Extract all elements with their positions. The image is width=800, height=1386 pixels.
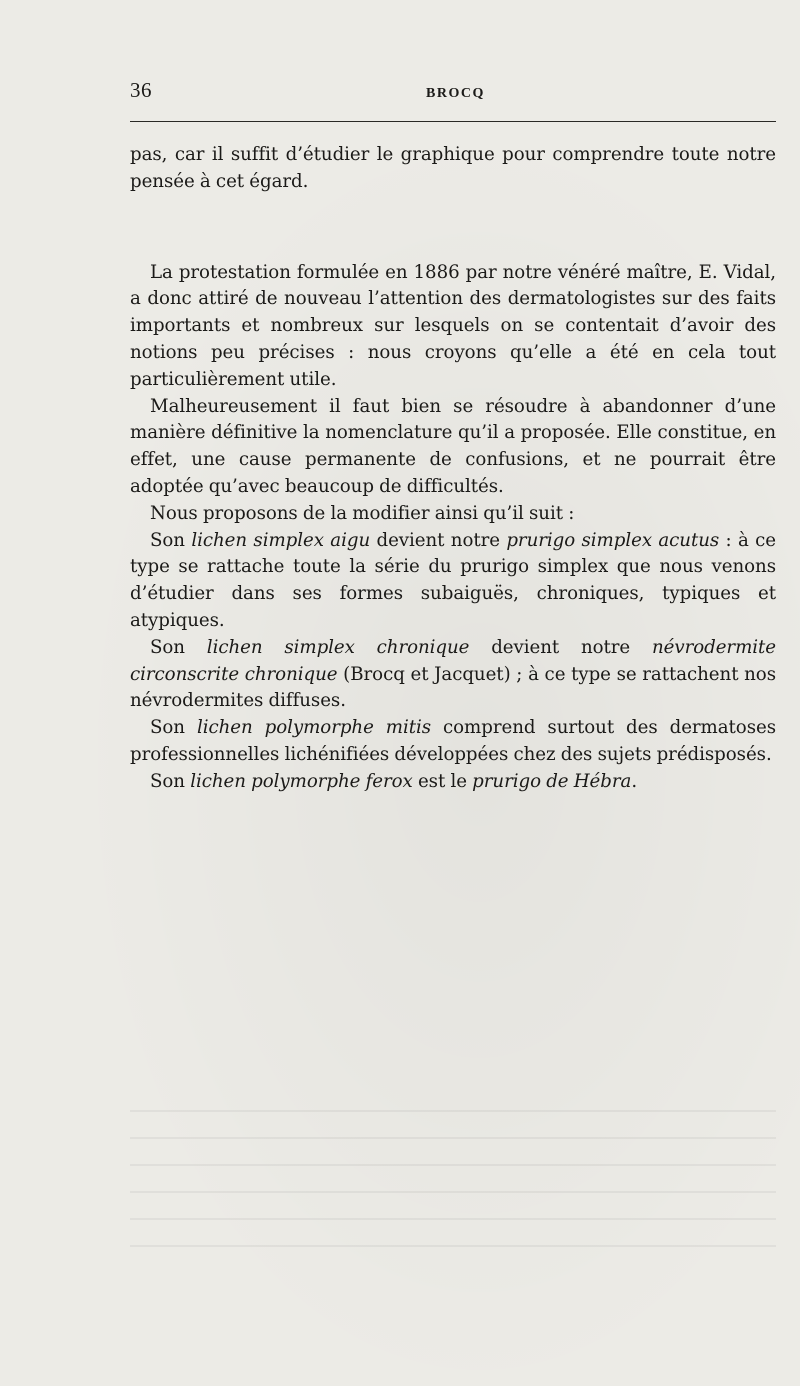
paragraph-4: Nous proposons de la modifier ainsi qu’il suit : bbox=[150, 502, 575, 524]
term-lichen-simplex-chronique: lichen simplex chronique bbox=[206, 636, 470, 658]
paragraph-7-text: comprend surtout des dermatoses professionnelles lichénifiées développées chez des sujets prédisposés. bbox=[130, 717, 776, 765]
paragraph-6-text: devient notre bbox=[469, 636, 652, 658]
paragraph-8-text: est le bbox=[412, 770, 473, 792]
body-text bbox=[130, 142, 776, 796]
paragraph-7 bbox=[130, 715, 776, 769]
term-nevrodermite: névrodermite circonscrite chronique bbox=[130, 636, 776, 685]
paragraph-3: Malheureusement il faut bien se résoudre à abandonner d’une manière définitive la nomenclature qu’il a proposée. Elle constitue, en effet, une cause permanente de confusions, et ne pourrait être adoptée qu’avec beaucoup de difficultés. bbox=[130, 395, 776, 497]
paragraph-2: La protestation formulée en 1886 par notre vénéré maître, E. Vidal, a donc attiré de nouveau l’attention des dermatologistes sur des faits importants et nombreux sur lesquels on se contentait d’avoir des notions peu précises : nous croyons qu’elle a été en cela tout particulièrement utile. bbox=[130, 261, 776, 390]
paragraph-8 bbox=[130, 769, 776, 796]
paragraph-1: pas, car il suffit d’étudier le graphique pour comprendre toute notre pensée à cet égard. bbox=[130, 144, 776, 192]
running-head: BROCQ bbox=[426, 86, 485, 101]
paragraph-6-text: (Brocq et Jacquet) ; à ce type se rattachent nos névrodermites diffuses. bbox=[130, 663, 776, 712]
paragraph-5 bbox=[130, 528, 776, 635]
paragraph-5-text: devient notre bbox=[370, 529, 507, 551]
paragraph-8-text: Son bbox=[150, 770, 191, 792]
paragraph-5-text: : à ce type se rattache toute la série du prurigo simplex que nous venons d’étudier dans ses formes subaiguës, chroniques, typiques et atypiques. bbox=[130, 529, 776, 631]
show-through-texture bbox=[130, 1110, 776, 1270]
paragraph-6 bbox=[130, 635, 776, 715]
paragraph-5-text: Son bbox=[150, 529, 192, 551]
page-number: 36 bbox=[130, 78, 152, 102]
term-lichen-polymorphe-mitis: lichen polymorphe mitis bbox=[196, 717, 432, 739]
paragraph-6-text: Son bbox=[150, 636, 207, 658]
header-rule bbox=[130, 121, 776, 122]
term-lichen-simplex-aigu: lichen simplex aigu bbox=[191, 529, 371, 551]
paragraph-7-text: Son bbox=[150, 717, 197, 739]
term-prurigo-simplex-acutus: prurigo simplex acutus bbox=[506, 529, 720, 551]
page-header bbox=[130, 78, 776, 118]
term-prurigo-de-hebra: prurigo de Hébra bbox=[472, 770, 632, 792]
paragraph-8-text: . bbox=[631, 770, 638, 792]
term-lichen-polymorphe-ferox: lichen polymorphe ferox bbox=[190, 770, 413, 792]
